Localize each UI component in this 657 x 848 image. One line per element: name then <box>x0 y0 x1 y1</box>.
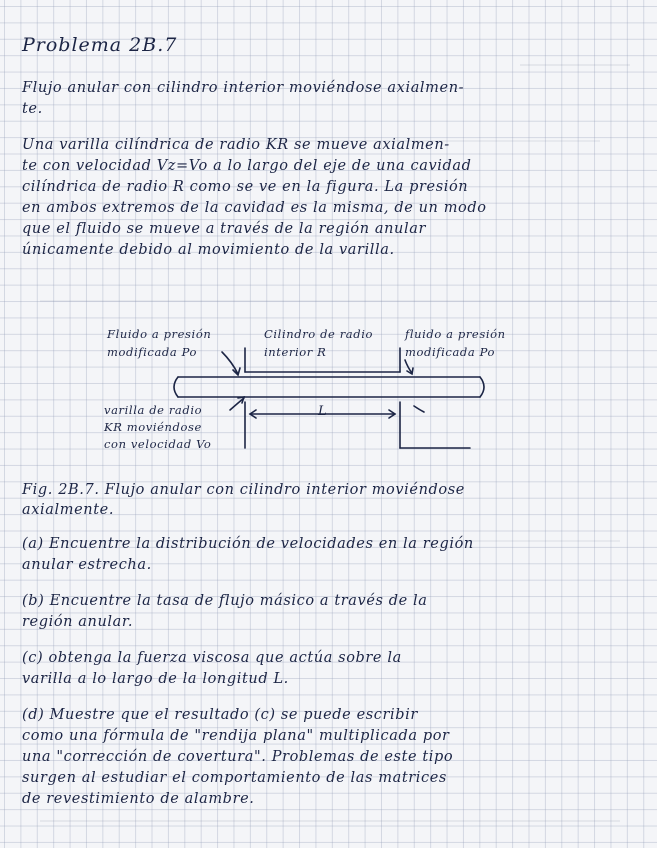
question-d-line: una "corrección de covertura". Problemas de este tipo <box>22 749 454 765</box>
question-a-line: (a) Encuentre la distribución de velocidades en la región <box>22 536 474 552</box>
figure-caption-line: axialmente. <box>22 502 115 518</box>
length-label: L <box>318 404 328 419</box>
statement-line: que el fluido se mueve a través de la región anular <box>22 221 427 237</box>
label-fluid-left-line: Fluido a presión <box>107 327 212 341</box>
label-rod-line: con velocidad Vo <box>104 437 212 451</box>
question-d-line: surgen al estudiar el comportamiento de las matrices <box>22 770 447 786</box>
label-fluid-right-line: fluido a presión <box>405 327 506 341</box>
question-c-line: (c) obtenga la fuerza viscosa que actúa sobre la <box>22 650 402 666</box>
statement-line: Una varilla cilíndrica de radio KR se mueve axialmen- <box>22 137 450 153</box>
statement-line: te con velocidad Vz=Vo a lo largo del eje de una cavidad <box>22 158 472 174</box>
question-c-line: varilla a lo largo de la longitud L. <box>22 671 289 687</box>
question-b-line: (b) Encuentre la tasa de flujo másico a través de la <box>22 593 428 609</box>
label-rod-line: varilla de radio <box>104 403 203 417</box>
subtitle-line: te. <box>22 101 43 117</box>
question-d-line: (d) Muestre que el resultado (c) se puede escribir <box>22 707 418 723</box>
label-rod-line: KR moviéndose <box>104 420 202 434</box>
label-cylinder-line: interior R <box>264 345 327 359</box>
problem-title: Problema 2B.7 <box>22 34 178 56</box>
question-d-line: de revestimiento de alambre. <box>22 791 255 807</box>
label-cylinder-line: Cilindro de radio <box>264 327 374 341</box>
label-fluid-left-line: modificada Po <box>107 345 197 359</box>
subtitle-line: Flujo anular con cilindro interior moviéndose axialmen- <box>22 80 465 96</box>
statement-line: en ambos extremos de la cavidad es la misma, de un modo <box>22 200 487 216</box>
statement-line: únicamente debido al movimiento de la varilla. <box>22 242 395 258</box>
question-a-line: anular estrecha. <box>22 557 152 573</box>
question-d-line: como una fórmula de "rendija plana" multiplicada por <box>22 728 450 744</box>
question-b-line: región anular. <box>22 614 134 630</box>
statement-line: cilíndrica de radio R como se ve en la figura. La presión <box>22 179 469 195</box>
figure-caption-line: Fig. 2B.7. Flujo anular con cilindro interior moviéndose <box>22 482 465 498</box>
label-fluid-right-line: modificada Po <box>405 345 495 359</box>
